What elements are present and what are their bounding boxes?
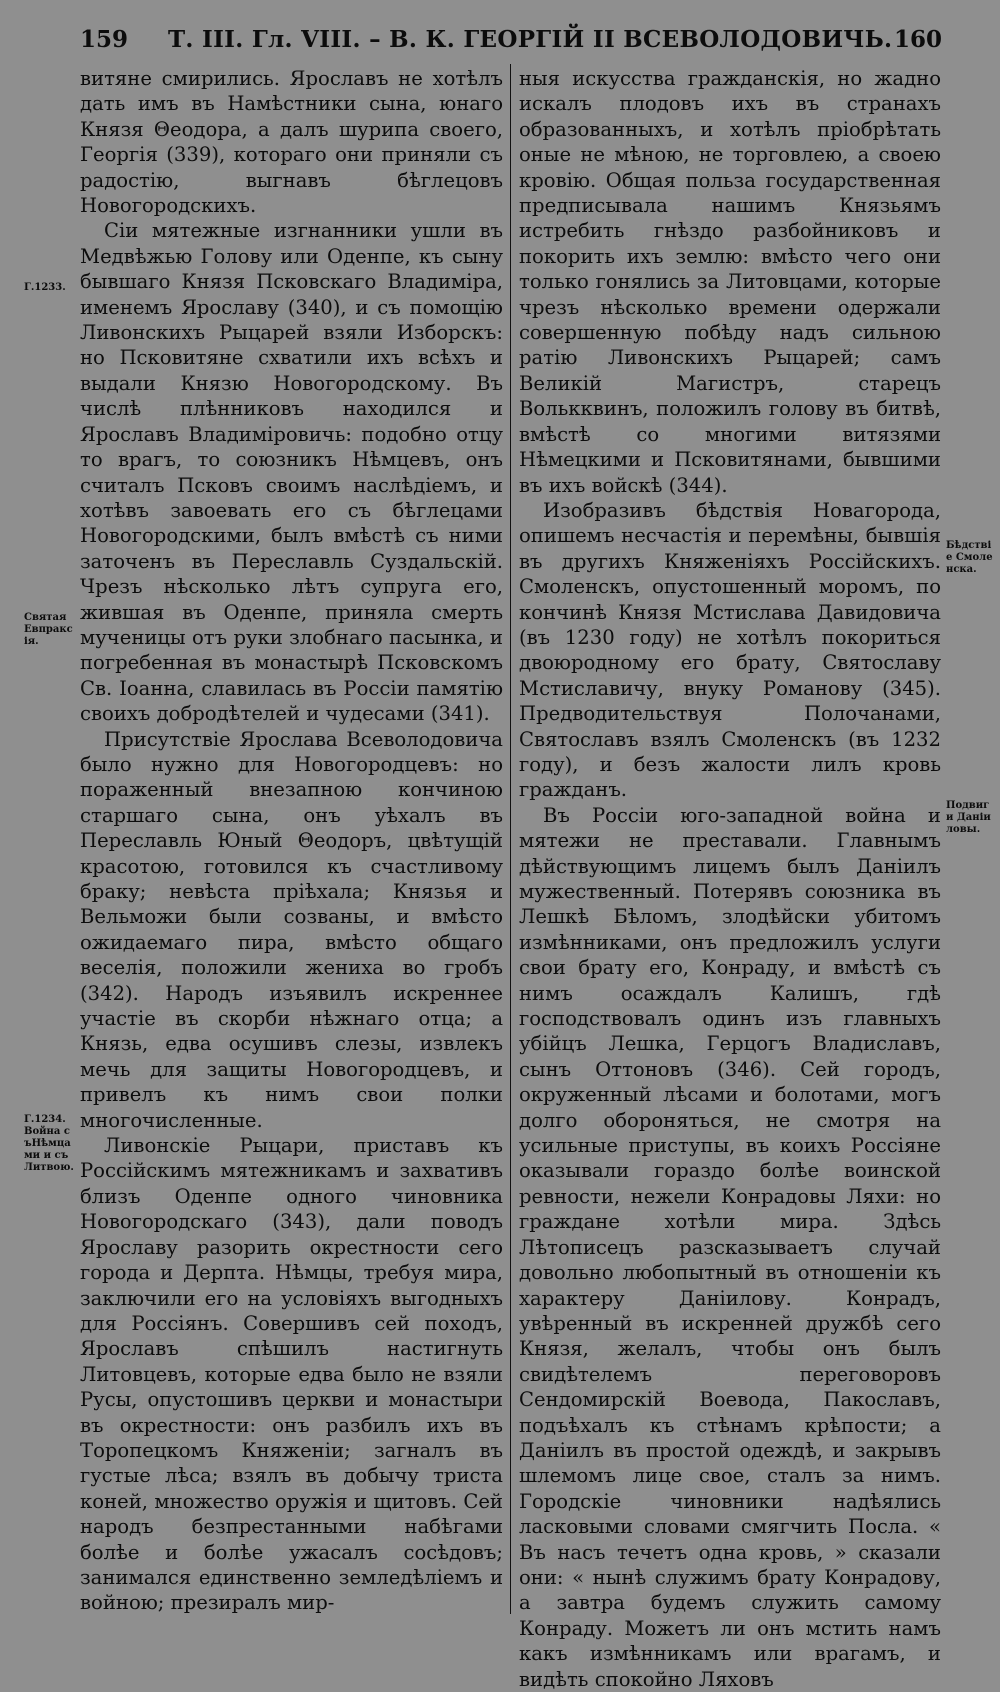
margin-note-smolensk-calamity: Бѣдствіе Смоленска. [946, 540, 993, 575]
running-header [80, 20, 942, 60]
paragraph: Въ Россіи юго-западной война и мятежи не преставали. Главнымъ дѣйствующимъ лицемъ былъ Даніилъ мужественный. Потерявъ союзника въ Лешкѣ Бѣломъ, злодѣйски убитомъ измѣнниками, онъ предложилъ услуги свои брату его, Конраду, и вмѣстѣ съ нимъ осаждалъ Калишъ, гдѣ господствовалъ одинъ изъ главныхъ убійцъ Лешка, Герцогъ Владиславъ, сынъ Оттоновъ (346). Сей городъ, окруженный лѣсами и болотами, могъ долго обороняться, не смотря на усильные приступы, въ коихъ Россіяне оказывали гораздо болѣе воинской ревности, нежели Конрадовы Ляхи: но граждане хотѣли мира. Здѣсь Лѣтописецъ разсказываетъ случай довольно любопытный въ отношеніи къ характеру Даніилову. Конрадъ, увѣренный въ искренней дружбѣ сего Князя, желалъ, чтобы онъ былъ свидѣтелемъ переговоровъ Сендомирскій Воевода, Пакославъ, подъѣхалъ къ стѣнамъ крѣпости; а Даніилъ въ простой одеждѣ, и закрывъ шлемомъ лице свое, сталъ за нимъ. Городскіе чиновники надѣялись ласковыми словами смягчить Посла. « Въ насъ течетъ одна кровь, » сказали они: « нынѣ служимъ брату Конрадову, а завтра будемъ служить самому Конраду. Можетъ ли онъ мстить намъ какъ измѣнникамъ или врагамъ, и видѣть спокойно Ляховъ [519, 803, 941, 1691]
paragraph: Ливонскіе Рыцари, приставъ къ Россійскимъ мятежникамъ и захвативъ близъ Оденпе одного чиновника Новогородскаго (343), дали поводъ Ярославу разорить окрестности сего города и Дерпта. Нѣмцы, требуя мира, заключили его на условіяхъ выгодныхъ для Россіянъ. Совершивъ сей походъ, Ярославъ спѣшилъ настигнуть Литовцевъ, которые едва было не взяли Русы, опустошивъ церкви и монастыри въ окрестности: онъ разбилъ ихъ въ Торопецкомъ Княженіи; загналъ въ густые лѣса; взялъ въ добычу триста коней, множество оружія и щитовъ. Сей народъ безпрестанными набѣгами болѣе и болѣе ужасалъ сосѣдовъ; занимался единственно земледѣліемъ и войною; презиралъ мир- [80, 1134, 503, 1615]
right-page-number: 160 [893, 26, 942, 53]
margin-note-saint-evpraksiya: Святая Евпраксія. [24, 612, 73, 647]
margin-note-year-1233: Г.1233. [24, 282, 66, 293]
margin-note-year-1234-war: Г.1234. Война съНѣмцами и съ Литвою. [24, 1114, 74, 1173]
paragraph: Сіи мятежные изгнанники ушли въ Медвѣжью Голову или Оденпе, къ сыну бывшаго Князя Псковскаго Владиміра, именемъ Ярославу (340), и съ помощію Ливонскихъ Рыцарей взяли Изборскъ: но Псковитяне схватили ихъ всѣхъ и выдали Князю Новогородскому. Въ числѣ плѣнниковъ находился и Ярославъ Владиміровичь: подобно отцу то врагъ, то союзникъ Нѣмцевъ, онъ считалъ Псковъ своимъ наслѣдіемъ, и хотѣвъ завоевать его съ бѣглецами Новогородскими, былъ вмѣстѣ съ ними заточенъ въ Переславль Суздальскій. Чрезъ нѣсколько лѣтъ супруга его, жившая въ Оденпе, приняла смерть мученицы отъ руки злобнаго пасынка, и погребенная въ монастырѣ Псковскомъ Св. Іоанна, славилась въ Россіи памятію своихъ добродѣтелей и чудесами (341). [80, 219, 503, 726]
right-text-column [519, 66, 941, 1691]
column-divider [510, 64, 511, 1614]
paragraph: Присутствіе Ярослава Всеволодовича было нужно для Новогородцевъ: но пораженный внезапною кончиною старшаго сына, онъ уѣхалъ въ Переславль Юный Θеодоръ, цвѣтущій красотою, готовился къ счастливому браку; невѣста пріѣхала; Князья и Вельможи были созваны, и вмѣсто ожидаемаго пира, вмѣсто общаго веселія, положили жениха во гробъ (342). Народъ изъявилъ искреннее участіе въ скорби нѣжнаго отца; а Князь, едва осушивъ слезы, извлекъ мечь для защиты Новогородцевъ, и привелъ къ нимъ свои полки многочисленные. [80, 727, 503, 1132]
paragraph: витяне смирились. Ярославъ не хотѣлъ дать имъ въ Намѣстники сына, юнаго Князя Θеодора, а далъ шурипа своего, Георгія (339), котораго они приняли съ радостію, выгнавъ бѣглецовъ Новогородскихъ. [80, 67, 503, 218]
paragraph: ныя искусства гражданскія, но жадно искалъ плодовъ ихъ въ странахъ образованныхъ, и хотѣлъ пріобрѣтать оные не мѣною, не торговлею, а своею кровію. Общая польза государственная предписывала нашимъ Князьямъ истребить гнѣздо разбойниковъ и покорить ихъ землю: вмѣсто чего они только гонялись за Литовцами, которые чрезъ нѣсколько времени одержали совершенную побѣду надъ сильною ратію Ливонскихъ Рыцарей; самъ Великій Магистръ, старецъ Волькквинъ, положилъ голову въ битвѣ, вмѣстѣ со многими витязями Нѣмецкими и Псковитянами, бывшими въ ихъ войскѣ (344). [519, 67, 941, 497]
left-text-column [80, 66, 503, 1614]
paragraph: Изобразивъ бѣдствія Новагорода, опишемъ несчастія и перемѣны, бывшія въ другихъ Княженіяхъ Россійскихъ. Смоленскъ, опустошенный моромъ, по кончинѣ Князя Мстислава Давидовича (въ 1230 году) не хотѣлъ покориться двоюродному его брату, Святославу Мстиславичу, внуку Романову (345). Предводительствуя Полочанами, Святославъ взялъ Смоленскъ (въ 1232 году), и безъ жалости лилъ кровь гражданъ. [519, 498, 941, 802]
left-page-number: 159 [80, 26, 129, 53]
header-title: Т. III. Гл. VIII. – В. К. ГЕОРГІЙ II ВСЕВОЛОДОВИЧЬ. [168, 26, 893, 53]
margin-note-daniil-deeds: Подвиги Даніиловы. [946, 800, 991, 835]
